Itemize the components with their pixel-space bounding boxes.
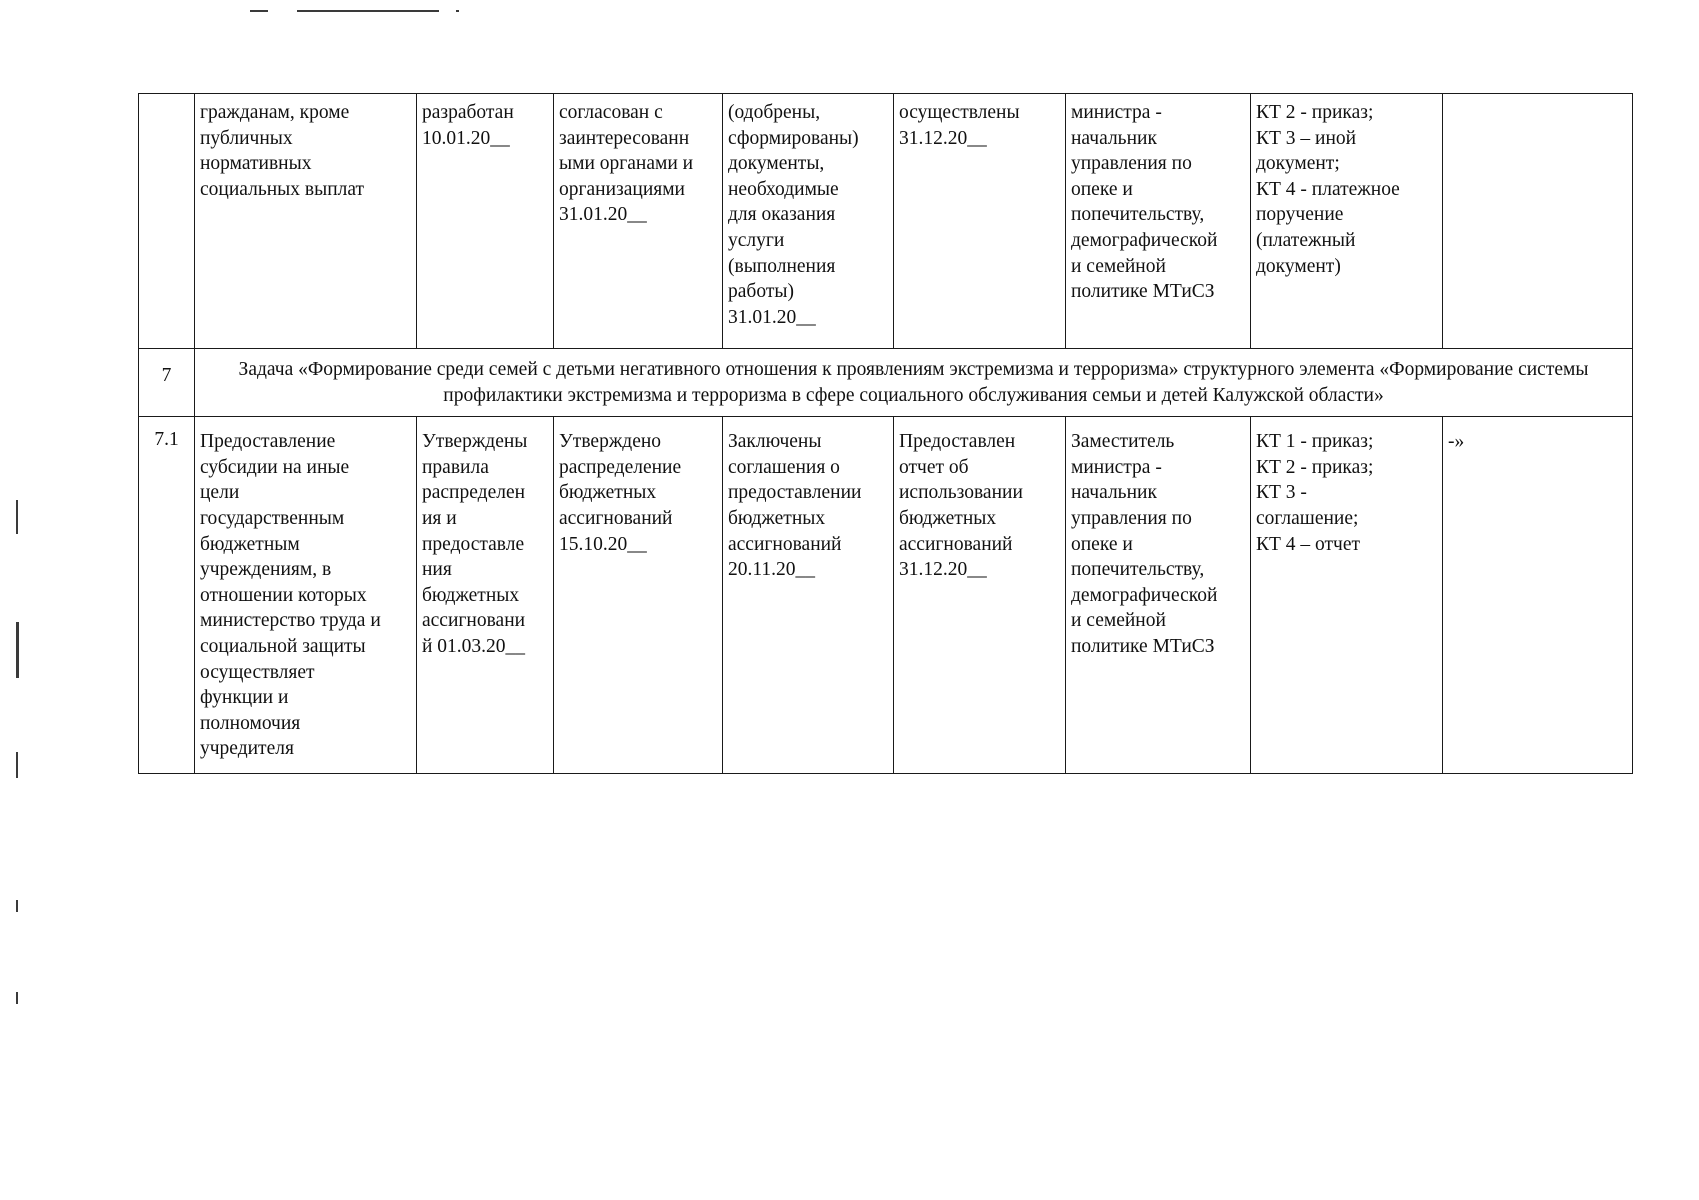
table-row	[139, 94, 1633, 349]
note-cell	[1443, 94, 1633, 349]
margin-mark	[16, 992, 18, 1004]
row-number-cell: 7.1	[139, 417, 195, 774]
scan-artifact-line	[250, 10, 268, 12]
control-point-1-cell: разработан 10.01.20__	[417, 94, 554, 349]
scan-artifact-line	[297, 10, 439, 12]
control-point-3-cell: Заключены соглашения о предоставлении бюджетных ассигнований 20.11.20__	[723, 417, 894, 774]
margin-mark	[16, 622, 19, 678]
margin-mark	[16, 500, 18, 534]
scan-artifact-line	[456, 10, 459, 12]
task-description-cell: Задача «Формирование среди семей с детьми негативного отношения к проявлениям экстремизма и терроризма» структурного элемента «Формирование системы профилактики экстремизма и терроризма в сфере социального обслуживания семьи и детей Калужской области»	[195, 349, 1633, 417]
event-name-cell: Предоставление субсидии на иные цели государственным бюджетным учреждениям, в отношении которых министерство труда и социальной защиты осуществляет функции и полномочия учредителя	[195, 417, 417, 774]
control-point-2-cell: Утверждено распределение бюджетных ассигнований 15.10.20__	[554, 417, 723, 774]
responsible-cell: министра - начальник управления по опеке и попечительству, демографической и семейной политике МТиСЗ	[1066, 94, 1251, 349]
task-number-cell: 7	[139, 349, 195, 417]
margin-mark	[16, 900, 18, 912]
documents-cell: КТ 1 - приказ; КТ 2 - приказ; КТ 3 - соглашение; КТ 4 – отчет	[1251, 417, 1443, 774]
margin-mark	[16, 752, 18, 778]
control-point-2-cell: согласован с заинтересованн ыми органами и организациями 31.01.20__	[554, 94, 723, 349]
control-point-3-cell: (одобрены, сформированы) документы, необходимые для оказания услуги (выполнения работы) 31.01.20__	[723, 94, 894, 349]
control-point-4-cell: Предоставлен отчет об использовании бюджетных ассигнований 31.12.20__	[894, 417, 1066, 774]
plan-table	[138, 93, 1633, 774]
note-cell: -»	[1443, 417, 1633, 774]
event-name-cell: гражданам, кроме публичных нормативных социальных выплат	[195, 94, 417, 349]
row-number-cell	[139, 94, 195, 349]
documents-cell: КТ 2 - приказ; КТ 3 – иной документ; КТ 4 - платежное поручение (платежный документ)	[1251, 94, 1443, 349]
control-point-1-cell: Утверждены правила распределен ия и предоставле ния бюджетных ассигновани й 01.03.20__	[417, 417, 554, 774]
responsible-cell: Заместитель министра - начальник управления по опеке и попечительству, демографической и семейной политике МТиСЗ	[1066, 417, 1251, 774]
control-point-4-cell: осуществлены 31.12.20__	[894, 94, 1066, 349]
table-row	[139, 417, 1633, 774]
task-row	[139, 349, 1633, 417]
